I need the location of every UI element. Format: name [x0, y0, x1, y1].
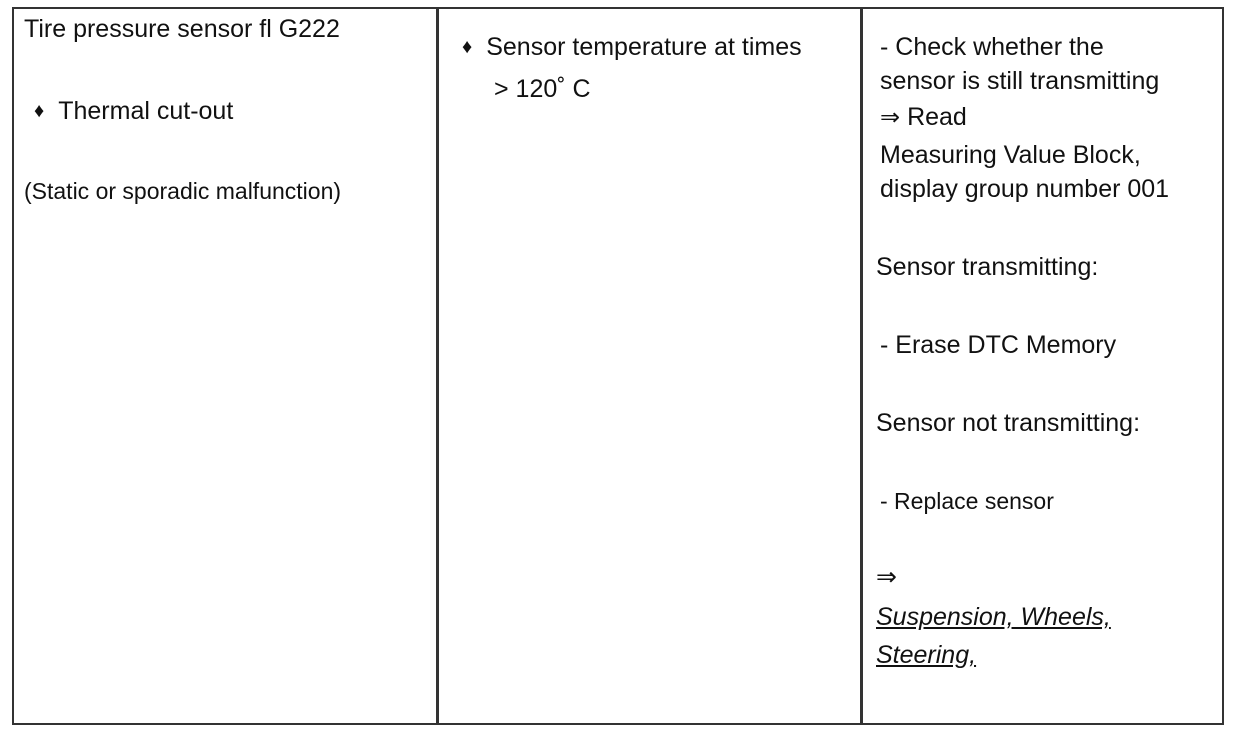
column-divider-1: [436, 7, 439, 725]
display-group-line: display group number 001: [880, 175, 1170, 203]
measuring-block-line: Measuring Value Block,: [880, 141, 1141, 169]
column-divider-2: [860, 7, 863, 725]
check-line-2: sensor is still transmitting: [880, 67, 1160, 95]
cause-row: [462, 30, 802, 66]
cause-line-2: > 120˚ C: [494, 75, 591, 103]
suspension-link-line-2[interactable]: Steering,: [876, 641, 977, 669]
component-name: Tire pressure sensor fl G222: [24, 15, 340, 43]
read-row: [880, 100, 967, 135]
bullet-diamond-icon: ♦: [34, 100, 45, 122]
bullet-diamond-icon: ♦: [462, 36, 473, 58]
replace-sensor-action: - Replace sensor: [880, 488, 1054, 514]
check-line-1: - Check whether the: [880, 33, 1104, 61]
erase-dtc-action: - Erase DTC Memory: [880, 331, 1117, 359]
malfunction-type: (Static or sporadic malfunction): [24, 178, 342, 204]
fault-row: [34, 94, 233, 130]
arrow-right-icon: ⇒: [880, 104, 901, 131]
arrow-right-icon: ⇒: [876, 563, 897, 591]
cause-line-1: Sensor temperature at times: [486, 33, 802, 61]
suspension-link-line-1[interactable]: Suspension, Wheels,: [876, 603, 1111, 631]
fault-description: Thermal cut-out: [58, 97, 234, 125]
read-label: Read: [907, 103, 967, 131]
sensor-transmitting-heading: Sensor transmitting:: [876, 253, 1099, 281]
sensor-not-transmitting-heading: Sensor not transmitting:: [876, 409, 1141, 437]
